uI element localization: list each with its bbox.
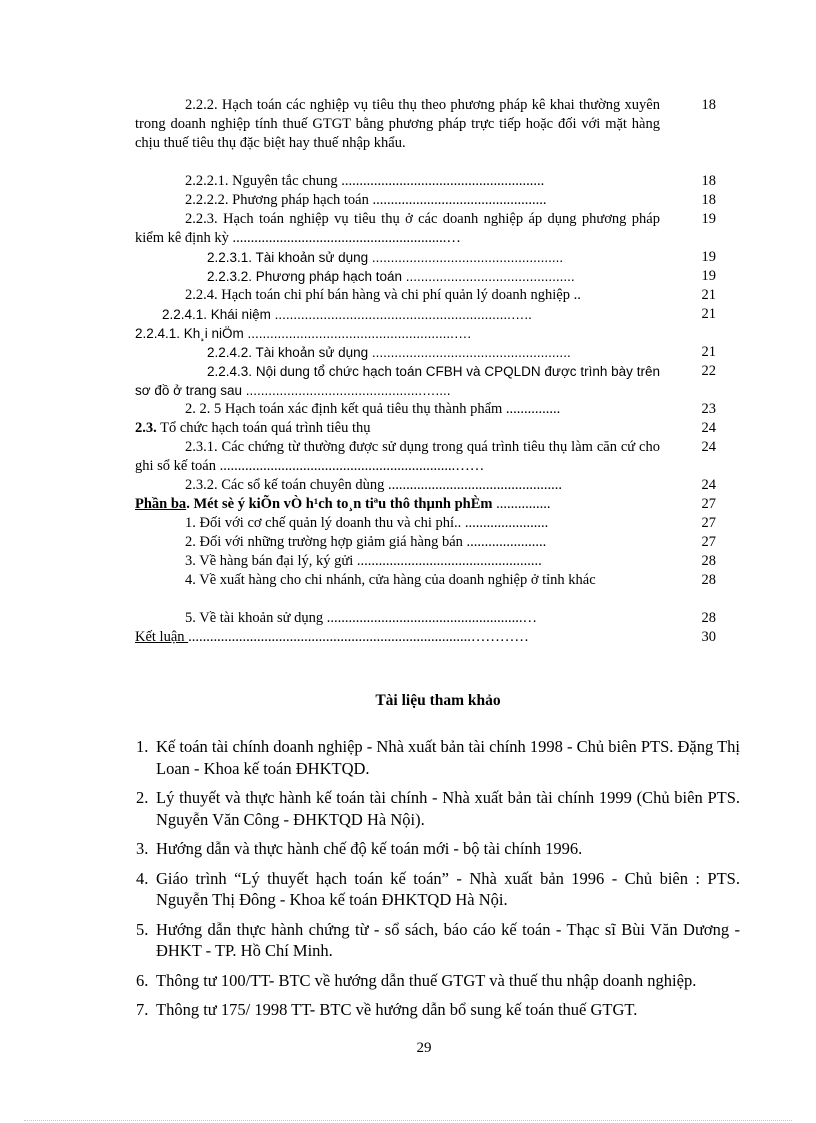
- reference-number: 6.: [136, 970, 149, 990]
- reference-item: [136, 999, 740, 1021]
- reference-text: Hướng dẫn và thực hành chế độ kế toán mới - bộ tài chính 1996.: [156, 839, 583, 858]
- toc-page-number: 27: [701, 496, 716, 512]
- toc-entry-text: 2.2.2. Hạch toán các nghiệp vụ tiêu thụ theo phương pháp kê khai thường xuyên trong doanh nghiệp tính thuế GTGT bằng phương pháp trực tiếp hoặc đối với mặt hàng chịu thuế tiêu thụ đặc biệt hay thuế nhập khẩu.: [135, 97, 660, 151]
- toc-page-number: 18: [701, 192, 716, 208]
- toc-page-number: 18: [701, 97, 716, 113]
- toc-page-number: 28: [701, 572, 716, 588]
- toc-page-number: 21: [701, 306, 716, 322]
- toc-page-number: 28: [701, 553, 716, 569]
- toc-page-number: 27: [701, 515, 716, 531]
- part-title: . Mét sè ý kiÕn vÒ h¹ch to¸n tiªu thô thµnh phÈm: [186, 496, 493, 512]
- reference-item: [136, 787, 740, 830]
- toc-page-number: 24: [701, 477, 716, 493]
- reference-number: 2.: [136, 788, 149, 807]
- toc-entry-2-3-2: 2.3.2. Các sổ kế toán chuyên dùng ................................................: [185, 477, 562, 493]
- toc-entry-2-2-3-2: 2.2.3.2. Phương pháp hạch toán .............................................: [207, 269, 575, 284]
- toc-entry-text: 2.3.1. Các chứng từ thường được sử dụng trong quá trình tiêu thụ làm căn cứ cho ghi sổ kế toán .................................................................……: [135, 439, 660, 474]
- toc-conclusion: [135, 628, 529, 647]
- reference-text: Thông tư 100/TT- BTC về hướng dẫn thuế GTGT và thuế thu nhập doanh nghiệp.: [156, 970, 697, 990]
- references-list: [136, 736, 740, 1029]
- reference-item: [136, 919, 740, 962]
- toc-entry-2-2-3: [135, 210, 660, 248]
- part-label: Phần ba: [135, 496, 187, 512]
- toc-entry-2-2-2-1: 2.2.2.1. Nguyên tắc chung ........................................................: [185, 173, 545, 189]
- reference-item: [136, 838, 740, 860]
- reference-text: Lý thuyết và thực hành kế toán tài chính - Nhà xuất bản tài chính 1999 (Chủ biên PTS. Nguyễn Văn Công - ĐHKTQD Hà Nội).: [156, 788, 740, 829]
- toc-entry-2-2-4-1: 2.2.4.1. Khái niệm ...............................................................…..: [162, 307, 532, 322]
- toc-entry-2-2-3-1: 2.2.3.1. Tài khoản sử dụng ...................................................: [207, 250, 564, 265]
- toc-page-number: 24: [701, 420, 716, 436]
- toc-page-number: 18: [701, 173, 716, 189]
- reference-text: Giáo trình “Lý thuyết hạch toán kế toán” - Nhà xuất bản 1996 - Chủ biên : PTS. Nguyễn Thị Đông - Khoa kế toán ĐHKTQD Hà Nội.: [156, 868, 740, 909]
- toc-item-1: 1. Đối với cơ chế quản lý doanh thu và chi phí.. .......................: [185, 515, 549, 531]
- toc-entry-2-2-4-3: [135, 362, 660, 400]
- references-title: Tài liệu tham khảo: [375, 692, 501, 709]
- toc-item-4: [135, 571, 660, 590]
- page-bottom-divider: [24, 1120, 792, 1121]
- section-title: Tổ chức hạch toán quá trình tiêu thụ: [156, 420, 371, 436]
- reference-number: 3.: [136, 839, 149, 858]
- toc-entry-2-2-2-2: 2.2.2.2. Phương pháp hạch toán ................................................: [185, 192, 547, 208]
- toc-page-number: 19: [701, 211, 716, 227]
- toc-item-3: 3. Về hàng bán đại lý, ký gửi ...................................................: [185, 553, 542, 569]
- toc-page-number: 22: [701, 363, 716, 379]
- toc-entry-2-3: [135, 419, 371, 438]
- toc-entry-2-2-2: [135, 96, 660, 153]
- toc-part-three: [135, 495, 550, 514]
- conclusion-dots: ..............................................................................…………: [188, 629, 529, 645]
- reference-text: Thông tư 175/ 1998 TT- BTC về hướng dẫn bổ sung kế toán thuế GTGT.: [156, 1000, 638, 1019]
- reference-text: Kế toán tài chính doanh nghiệp - Nhà xuất bản tài chính 1998 - Chủ biên PTS. Đặng Thị Loan - Khoa kế toán ĐHKTQD.: [156, 737, 740, 778]
- toc-page-number: 30: [701, 629, 716, 645]
- toc-item-2: 2. Đối với những trường hợp giảm giá hàng bán ......................: [185, 534, 547, 550]
- reference-item: [136, 736, 740, 779]
- toc-page-number: 19: [701, 249, 716, 265]
- toc-entry-text: 4. Về xuất hàng cho chi nhánh, cửa hàng của doanh nghiệp ở tỉnh khác: [185, 572, 596, 588]
- toc-entry-2-2-4-1-duplicate: 2.2.4.1. Kh¸i niÖm .......................................................….: [135, 326, 472, 341]
- reference-item: [136, 868, 740, 911]
- toc-page-number: 19: [701, 268, 716, 284]
- toc-page-number: 21: [701, 287, 716, 303]
- reference-number: 5.: [136, 919, 149, 939]
- reference-text: Hướng dẫn thực hành chứng từ - sổ sách, báo cáo kế toán - Thạc sĩ Bùi Văn Dương - ĐHKT - TP. Hồ Chí Minh.: [156, 919, 740, 960]
- reference-item: [136, 970, 740, 992]
- toc-entry-2-2-4-2: 2.2.4.2. Tài khoản sử dụng .....................................................: [207, 345, 571, 360]
- toc-item-5: 5. Về tài khoản sử dụng ......................................................…: [185, 610, 537, 626]
- toc-entry-2-3-1: [135, 438, 660, 476]
- conclusion-label: Kết luận: [135, 629, 189, 645]
- toc-entry-2-2-5: 2. 2. 5 Hạch toán xác định kết quả tiêu thụ thành phẩm ...............: [185, 401, 561, 417]
- reference-number: 7.: [136, 1000, 149, 1019]
- toc-page-number: 27: [701, 534, 716, 550]
- reference-number: 1.: [136, 737, 149, 756]
- part-dots: ...............: [492, 496, 551, 512]
- toc-page-number: 28: [701, 610, 716, 626]
- toc-page-number: 24: [701, 439, 716, 455]
- toc-entry-text: 2.2.3. Hạch toán nghiệp vụ tiêu thụ ở các doanh nghiệp áp dụng phương pháp kiểm kê định kỳ ...........................................................…: [135, 211, 660, 246]
- toc-entry-2-2-4: 2.2.4. Hạch toán chi phí bán hàng và chi phí quản lý doanh nghiệp ..: [185, 287, 581, 303]
- toc-entry-text: 2.2.4.3. Nội dung tổ chức hạch toán CFBH và CPQLDN được trình bày trên sơ đồ ở trang sau ...............................................…....: [135, 364, 660, 398]
- toc-page-number: 23: [701, 401, 716, 417]
- reference-number: 4.: [136, 868, 149, 888]
- toc-page-number: 21: [701, 344, 716, 360]
- section-number: 2.3.: [135, 420, 157, 436]
- page-number: 29: [416, 1040, 432, 1056]
